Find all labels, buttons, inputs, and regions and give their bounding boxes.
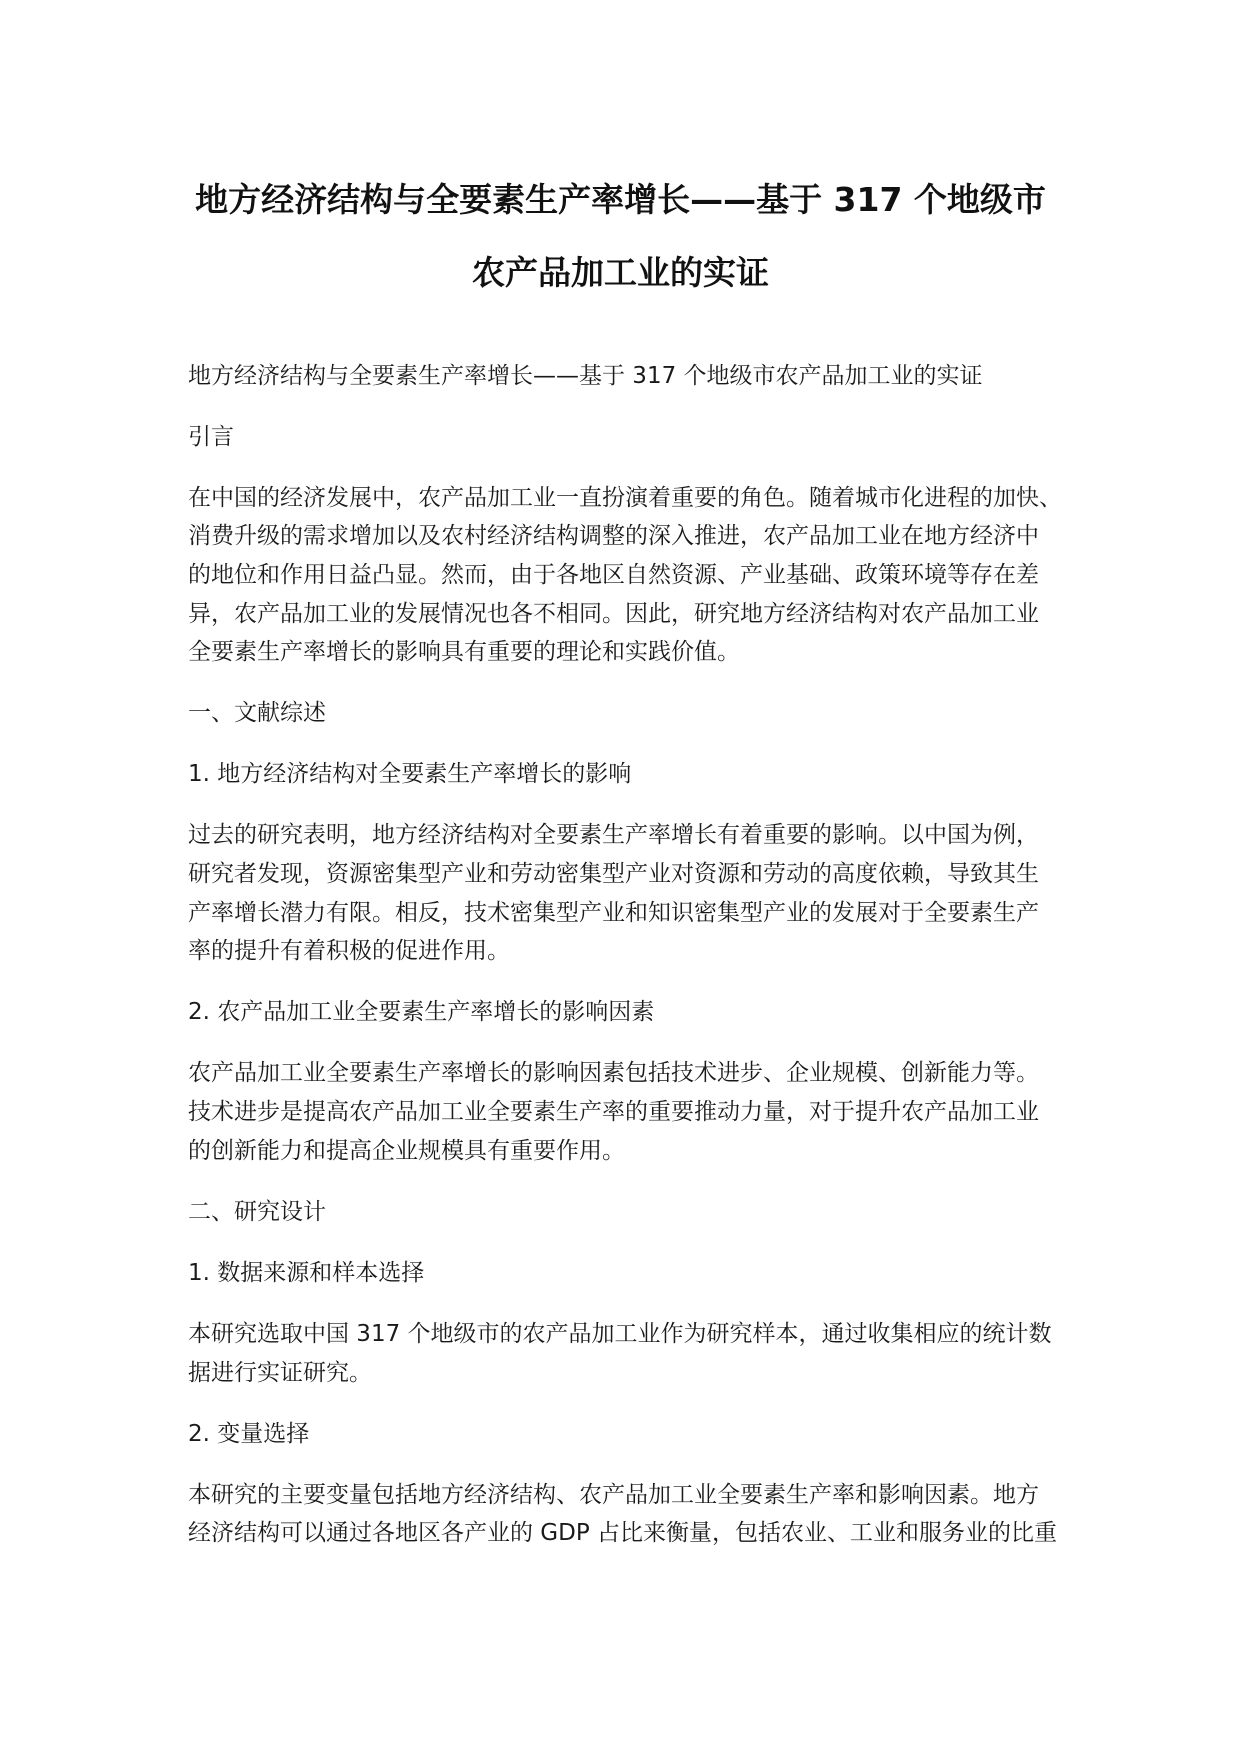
document-body	[188, 357, 1148, 1576]
section-heading: 一、文献综述	[188, 700, 326, 727]
document-subtitle: 地方经济结构与全要素生产率增长——基于 317 个地级市农产品加工业的实证	[188, 362, 983, 389]
subsection-heading: 1. 数据来源和样本选择	[188, 1259, 425, 1286]
paragraph-line: 产率增长潜力有限。相反，技术密集型产业和知识密集型产业的发展对于全要素生产	[188, 899, 1039, 926]
section-heading: 二、研究设计	[188, 1198, 326, 1225]
subsection-heading: 2. 变量选择	[188, 1420, 310, 1447]
paragraph	[188, 1054, 1148, 1170]
paragraph-line: 农产品加工业全要素生产率增长的影响因素包括技术进步、企业规模、创新能力等。	[188, 1060, 1039, 1087]
subsection-heading: 2. 农产品加工业全要素生产率增长的影响因素	[188, 999, 655, 1026]
paragraph-line: 研究者发现，资源密集型产业和劳动密集型产业对资源和劳动的高度依赖，导致其生	[188, 861, 1039, 888]
document-title	[0, 163, 1241, 309]
paragraph-line: 据进行实证研究。	[188, 1359, 372, 1386]
paragraph	[188, 1476, 1148, 1553]
paragraph-line: 的创新能力和提高企业规模具有重要作用。	[188, 1137, 625, 1164]
title-line: 地方经济结构与全要素生产率增长——基于 317 个地级市	[195, 180, 1046, 219]
paragraph-line: 本研究选取中国 317 个地级市的农产品加工业作为研究样本，通过收集相应的统计数	[188, 1320, 1052, 1347]
intro-paragraph	[188, 479, 1148, 673]
paragraph-line: 率的提升有着积极的促进作用。	[188, 938, 510, 965]
paragraph-line: 经济结构可以通过各地区各产业的 GDP 占比来衡量，包括农业、工业和服务业的比重	[188, 1520, 1058, 1547]
paragraph	[188, 816, 1148, 971]
title-line: 农产品加工业的实证	[472, 253, 769, 292]
paragraph-line: 消费升级的需求增加以及农村经济结构调整的深入推进，农产品加工业在地方经济中	[188, 523, 1039, 550]
paragraph-line: 技术进步是提高农产品加工业全要素生产率的重要推动力量，对于提升农产品加工业	[188, 1099, 1039, 1126]
paragraph	[188, 1315, 1148, 1392]
paragraph-line: 在中国的经济发展中，农产品加工业一直扮演着重要的角色。随着城市化进程的加快、	[188, 484, 1062, 511]
paragraph-line: 异，农产品加工业的发展情况也各不相同。因此，研究地方经济结构对农产品加工业	[188, 600, 1039, 627]
paragraph-line: 全要素生产率增长的影响具有重要的理论和实践价值。	[188, 639, 740, 666]
paragraph-line: 的地位和作用日益凸显。然而，由于各地区自然资源、产业基础、政策环境等存在差	[188, 561, 1039, 588]
intro-heading: 引言	[188, 423, 234, 450]
paragraph-line: 本研究的主要变量包括地方经济结构、农产品加工业全要素生产率和影响因素。地方	[188, 1481, 1039, 1508]
subsection-heading: 1. 地方经济结构对全要素生产率增长的影响	[188, 761, 632, 788]
paragraph-line: 过去的研究表明，地方经济结构对全要素生产率增长有着重要的影响。以中国为例，	[188, 822, 1039, 849]
